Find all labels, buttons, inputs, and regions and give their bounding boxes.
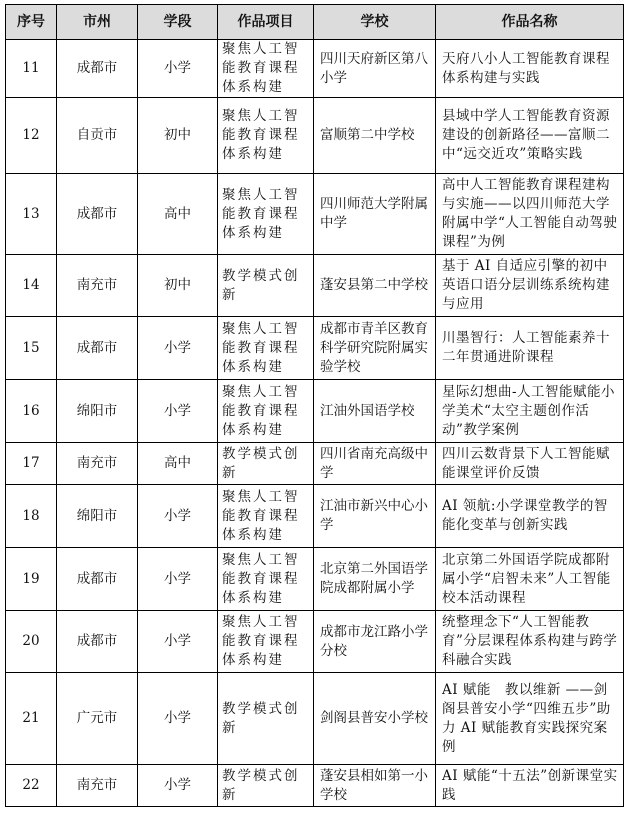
cell-title: AI 赋能 教以维新 ——剑阁县普安小学“四维五步”助力 AI 赋能教育实践探究案例 — [436, 673, 624, 765]
cell-school: 成都市龙江路小学分校 — [314, 611, 436, 673]
cell-city: 南充市 — [57, 765, 138, 807]
cell-school: 富顺第二中学校 — [314, 98, 436, 174]
table-row — [6, 765, 624, 807]
cell-city: 绵阳市 — [57, 380, 138, 443]
cell-school: 北京第二外国语学院成都附属小学 — [314, 548, 436, 611]
cell-project: 聚焦人工智能教育课程体系构建 — [218, 485, 314, 548]
cell-stage: 小学 — [138, 317, 218, 380]
cell-no: 11 — [6, 40, 57, 98]
cell-city: 南充市 — [57, 255, 138, 317]
cell-no: 20 — [6, 611, 57, 673]
cell-city: 成都市 — [57, 548, 138, 611]
cell-city: 自贡市 — [57, 98, 138, 174]
header-no: 序号 — [6, 5, 57, 40]
cell-city: 成都市 — [57, 40, 138, 98]
header-title: 作品名称 — [436, 5, 624, 40]
cell-title: 基于 AI 自适应引擎的初中英语口语分层训练系统构建与应用 — [436, 255, 624, 317]
cell-city: 成都市 — [57, 611, 138, 673]
cell-no: 13 — [6, 174, 57, 255]
cell-title: 高中人工智能教育课程建构与实施——以四川师范大学附属中学“人工智能自动驾驶课程”为例 — [436, 174, 624, 255]
cell-stage: 小学 — [138, 40, 218, 98]
cell-city: 成都市 — [57, 174, 138, 255]
table-row — [6, 98, 624, 174]
cell-school: 成都市青羊区教育科学研究院附属实验学校 — [314, 317, 436, 380]
cell-project: 教学模式创新 — [218, 673, 314, 765]
cell-school: 江油外国语学校 — [314, 380, 436, 443]
header-stage: 学段 — [138, 5, 218, 40]
cell-title: AI 领航:小学课堂教学的智能化变革与创新实践 — [436, 485, 624, 548]
cell-city: 绵阳市 — [57, 485, 138, 548]
cell-school: 四川省南充高级中学 — [314, 443, 436, 485]
cell-title: 星际幻想曲-人工智能赋能小学美术“太空主题创作活动”教学案例 — [436, 380, 624, 443]
table-row — [6, 40, 624, 98]
cell-stage: 小学 — [138, 765, 218, 807]
cell-project: 聚焦人工智能教育课程体系构建 — [218, 40, 314, 98]
cell-title: 统整理念下“人工智能教育”分层课程体系构建与跨学科融合实践 — [436, 611, 624, 673]
cell-stage: 小学 — [138, 548, 218, 611]
cell-stage: 小学 — [138, 673, 218, 765]
cell-city: 南充市 — [57, 443, 138, 485]
cell-stage: 高中 — [138, 174, 218, 255]
cell-no: 17 — [6, 443, 57, 485]
cell-stage: 小学 — [138, 611, 218, 673]
cell-stage: 小学 — [138, 380, 218, 443]
cell-title: 川墨智行：人工智能素养十二年贯通进阶课程 — [436, 317, 624, 380]
table-row — [6, 380, 624, 443]
cell-stage: 高中 — [138, 443, 218, 485]
cell-project: 聚焦人工智能教育课程体系构建 — [218, 98, 314, 174]
cell-no: 18 — [6, 485, 57, 548]
cell-no: 21 — [6, 673, 57, 765]
cell-no: 14 — [6, 255, 57, 317]
cell-school: 剑阁县普安小学校 — [314, 673, 436, 765]
cell-title: 县域中学人工智能教育资源建设的创新路径——富顺二中“远交近攻”策略实践 — [436, 98, 624, 174]
table-row — [6, 548, 624, 611]
cell-stage: 初中 — [138, 255, 218, 317]
table-header-row — [6, 5, 624, 40]
cell-title: AI 赋能“十五法”创新课堂实践 — [436, 765, 624, 807]
cell-stage: 初中 — [138, 98, 218, 174]
cell-no: 19 — [6, 548, 57, 611]
table-row — [6, 255, 624, 317]
header-school: 学校 — [314, 5, 436, 40]
cell-project: 教学模式创新 — [218, 443, 314, 485]
table-row — [6, 611, 624, 673]
cell-city: 成都市 — [57, 317, 138, 380]
cell-no: 15 — [6, 317, 57, 380]
cell-school: 蓬安县第二中学校 — [314, 255, 436, 317]
cell-project: 教学模式创新 — [218, 765, 314, 807]
cell-school: 四川师范大学附属中学 — [314, 174, 436, 255]
cell-project: 聚焦人工智能教育课程体系构建 — [218, 317, 314, 380]
cell-project: 聚焦人工智能教育课程体系构建 — [218, 548, 314, 611]
table-row — [6, 174, 624, 255]
awards-table — [5, 4, 624, 807]
cell-school: 江油市新兴中心小学 — [314, 485, 436, 548]
cell-project: 聚焦人工智能教育课程体系构建 — [218, 174, 314, 255]
cell-no: 22 — [6, 765, 57, 807]
cell-city: 广元市 — [57, 673, 138, 765]
header-project: 作品项目 — [218, 5, 314, 40]
cell-school: 四川天府新区第八小学 — [314, 40, 436, 98]
cell-title: 天府八小人工智能教育课程体系构建与实践 — [436, 40, 624, 98]
cell-title: 四川云数背景下人工智能赋能课堂评价反馈 — [436, 443, 624, 485]
cell-project: 聚焦人工智能教育课程体系构建 — [218, 611, 314, 673]
cell-project: 教学模式创新 — [218, 255, 314, 317]
cell-stage: 小学 — [138, 485, 218, 548]
table-row — [6, 673, 624, 765]
cell-title: 北京第二外国语学院成都附属小学“启智未来”人工智能校本活动课程 — [436, 548, 624, 611]
table-row — [6, 485, 624, 548]
cell-project: 聚焦人工智能教育课程体系构建 — [218, 380, 314, 443]
cell-school: 蓬安县相如第一小学校 — [314, 765, 436, 807]
table-row — [6, 443, 624, 485]
header-city: 市州 — [57, 5, 138, 40]
cell-no: 16 — [6, 380, 57, 443]
table-row — [6, 317, 624, 380]
cell-no: 12 — [6, 98, 57, 174]
